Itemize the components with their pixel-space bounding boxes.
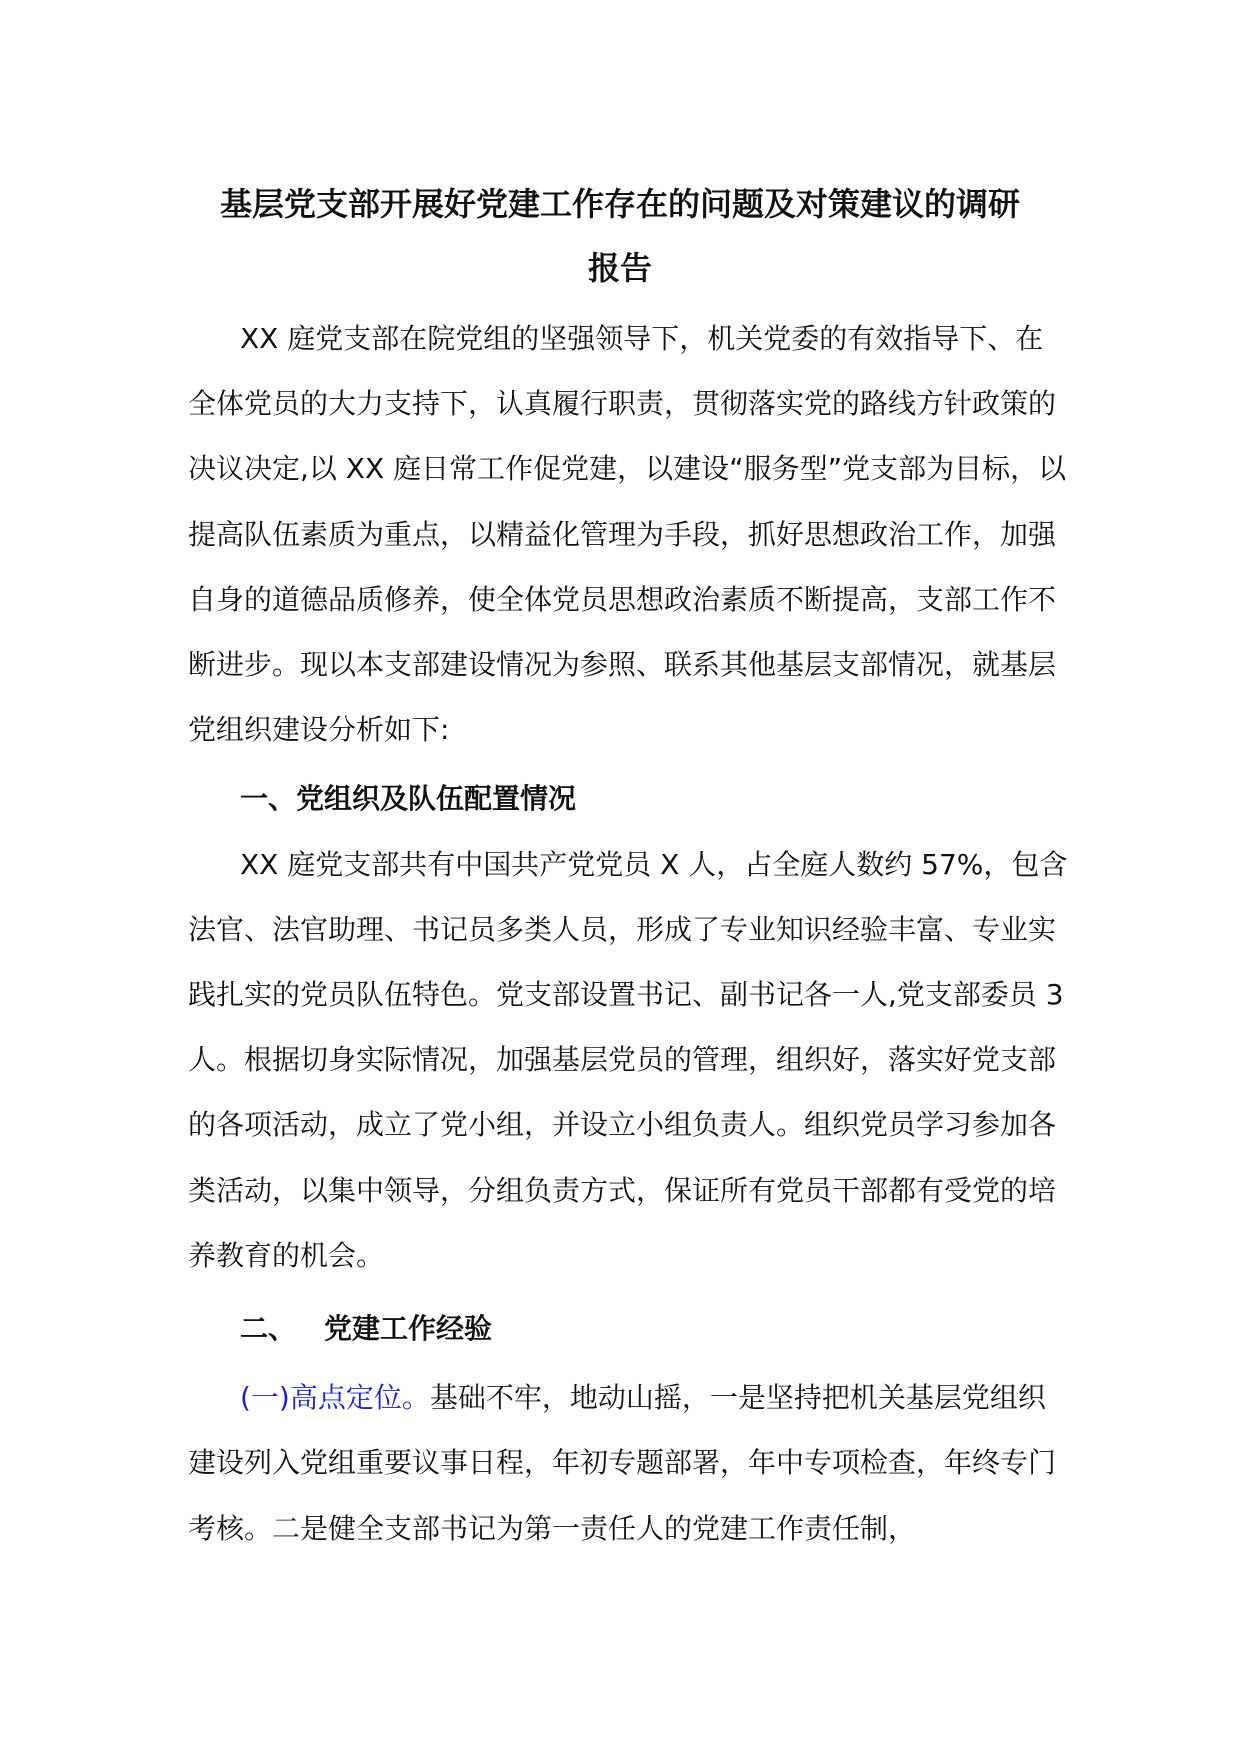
document-body [188,306,1068,1561]
title-line-2: 报告 [587,249,652,287]
section-1-paragraph: XX 庭党支部共有中国共产党党员 X 人，占全庭人数约 57%，包含法官、法官助理、书记员多类人员，形成了专业知识经验丰富、专业实践扎实的党员队伍特色。党支部设置书记、副书记各一人,党支部委员 3 人。根据切身实际情况，加强基层党员的管理，组织好，落实好党支部的各项活动，成立了党小组，并设立小组负责人。组织党员学习参加各类活动，以集中领导，分组负责方式，保证所有党员干部都有受党的培养教育的机会。 [188,847,1068,1272]
section-2-sub-1-label: (一)高点定位。 [240,1381,430,1415]
intro-paragraph: XX 庭党支部在院党组的坚强领导下，机关党委的有效指导下、在全体党员的大力支持下，认真履行职责，贯彻落实党的路线方针政策的决议决定,以 XX 庭日常工作促党建，以建设“服务型”党支部为目标，以提高队伍素质为重点，以精益化管理为手段，抓好思想政治工作，加强自身的道德品质修养，使全体党员思想政治素质不断提高，支部工作不断进步。现以本支部建设情况为参照、联系其他基层支部情况，就基层党组织建设分析如下: [188,322,1067,747]
section-2-heading [188,1296,1068,1361]
document-title [180,172,1060,300]
section-2-heading-text: 党建工作经验 [324,1312,493,1346]
section-2-sub-1-body: 基础不牢，地动山摇，一是坚持把机关基层党组织建设列入党组重要议事日程，年初专题部署，年中专项检查，年终专门考核。二是健全支部书记为第一责任人的党建工作责任制， [188,1381,1057,1545]
section-2-sub-1-paragraph [188,1365,1068,1561]
title-line-1: 基层党支部开展好党建工作存在的问题及对策建议的调研 [219,185,1020,223]
section-2-heading-number: 二、 [240,1312,297,1346]
section-1-heading: 一、党组织及队伍配置情况 [240,782,577,816]
